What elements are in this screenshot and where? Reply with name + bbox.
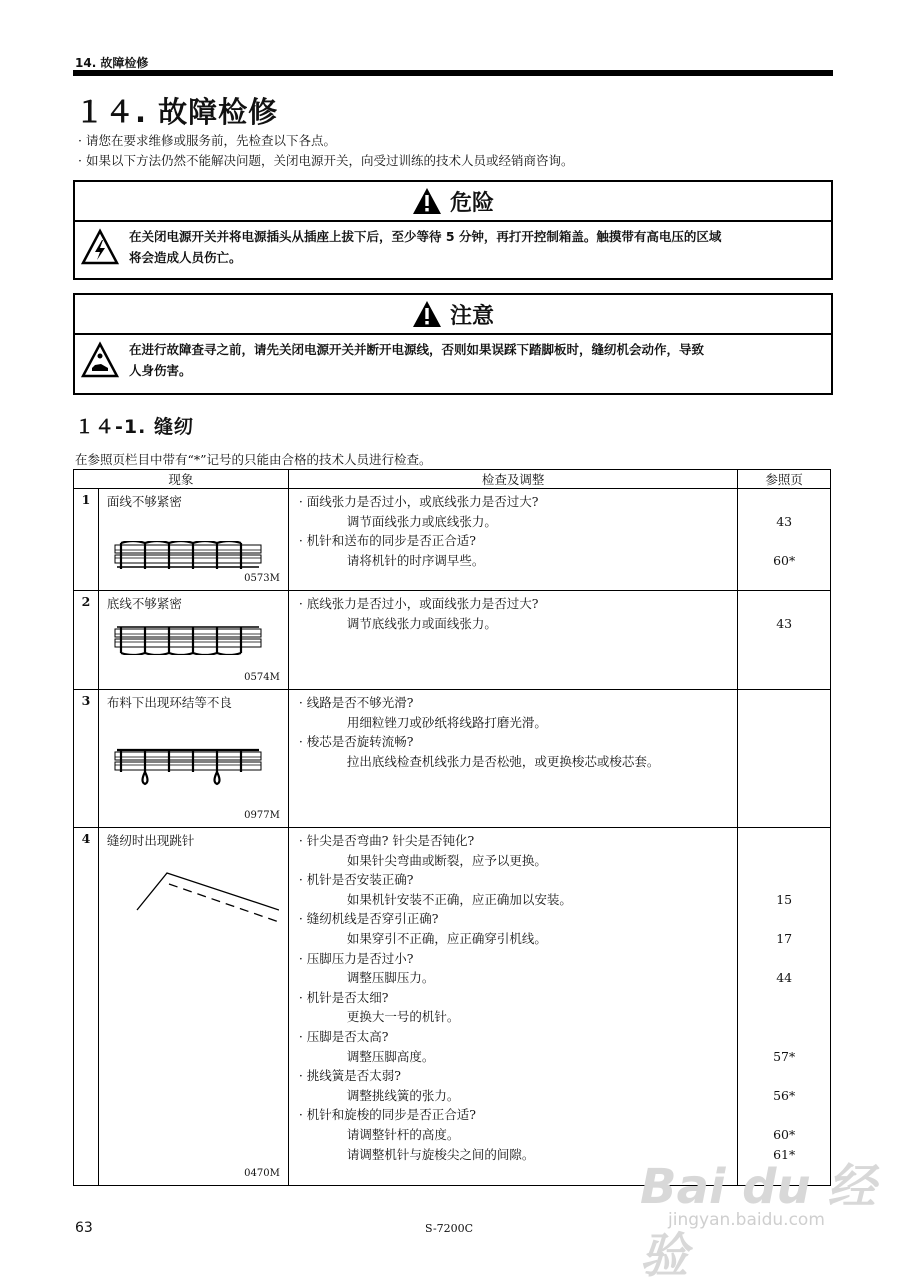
table-row — [74, 828, 831, 1186]
adjust-line: 更换大一号的机针。 — [346, 1009, 460, 1025]
row-number: 1 — [74, 489, 99, 591]
loop-stitch-diagram-icon — [109, 748, 269, 788]
reference-page — [738, 851, 830, 871]
check-line: · 挑线簧是否太弱? — [298, 1068, 401, 1084]
intro-bullet: · 请您在要求维修或服务前，先检查以下各点。 — [78, 133, 336, 148]
reference-page: 57* — [773, 1048, 796, 1064]
header-rule — [73, 70, 833, 76]
adjust-line: 请调整机针与旋梭尖之间的间隙。 — [346, 1146, 535, 1162]
adjust-line: 如果穿引不正确，应正确穿引机线。 — [346, 930, 547, 946]
reference-page — [738, 594, 830, 614]
phenomenon-label: 布料下出现环结等不良 — [106, 695, 232, 710]
check-line: · 面线张力是否过小，或底线张力是否过大? — [298, 494, 539, 509]
check-cell — [288, 489, 738, 591]
reference-page — [738, 492, 830, 512]
reference-page: 60* — [773, 552, 796, 568]
reference-page — [738, 1105, 830, 1125]
check-line: · 压脚是否太高? — [298, 1028, 389, 1044]
adjust-line: 调节面线张力或底线张力。 — [346, 513, 497, 529]
check-line: · 压脚压力是否过小? — [298, 950, 414, 966]
header-reference-page: 参照页 — [738, 470, 831, 489]
reference-cell — [738, 828, 831, 1186]
reference-cell — [738, 591, 831, 690]
header-phenomenon: 现象 — [74, 470, 289, 489]
page-number: 63 — [75, 1220, 93, 1236]
adjust-line: 如果针尖弯曲或断裂，应予以更换。 — [346, 852, 547, 868]
reference-page — [738, 531, 830, 551]
phenomenon-label: 缝纫时出现跳针 — [106, 833, 195, 848]
reference-page: 15 — [776, 891, 793, 907]
phenomenon-label: 底线不够紧密 — [106, 596, 182, 611]
table-row — [74, 690, 831, 828]
reference-page — [738, 949, 830, 969]
baidu-watermark-logo: Bai du 经验 — [640, 1159, 876, 1284]
model-number: S-7200C — [425, 1222, 474, 1235]
reference-page — [738, 1027, 830, 1047]
high-voltage-icon — [81, 228, 119, 266]
check-cell — [288, 690, 738, 828]
row-number: 2 — [74, 591, 99, 690]
reference-page — [738, 831, 830, 851]
check-cell — [288, 828, 738, 1186]
adjust-line: 调节底线张力或面线张力。 — [346, 615, 497, 631]
reference-page — [738, 1066, 830, 1086]
check-line: · 机针是否太细? — [298, 989, 389, 1005]
check-line: · 机针和送布的同步是否正合适? — [298, 533, 476, 549]
warning-triangle-icon — [412, 187, 442, 215]
adjust-line: 调整压脚压力。 — [346, 970, 435, 986]
troubleshooting-table — [73, 469, 831, 1186]
reference-page — [738, 909, 830, 929]
check-line: · 缝纫机线是否穿引正确? — [298, 911, 439, 927]
figure-code: 0977M — [244, 810, 280, 821]
phenomenon-cell — [98, 591, 288, 690]
caution-header — [75, 295, 831, 335]
reference-cell — [738, 489, 831, 591]
figure-code: 0574M — [244, 672, 280, 683]
caution-box — [73, 293, 833, 395]
reference-page — [738, 988, 830, 1008]
row-number: 4 — [74, 828, 99, 1186]
reference-page — [738, 870, 830, 890]
adjust-line: 如果机针安装不正确，应正确加以安装。 — [346, 891, 572, 907]
page-title: １４. 故障检修 — [75, 95, 279, 129]
danger-title: 危险 — [449, 190, 494, 216]
stitch-diagram-icon — [109, 541, 269, 571]
figure-code: 0470M — [244, 1168, 280, 1179]
header-check-adjust: 检查及调整 — [288, 470, 738, 489]
danger-text-line: 将会造成人员伤亡。 — [129, 250, 242, 265]
reference-page: 44 — [776, 970, 793, 986]
reference-page: 43 — [776, 513, 793, 529]
table-row — [74, 591, 831, 690]
adjust-line: 请调整针杆的高度。 — [346, 1126, 460, 1142]
phenomenon-cell — [98, 828, 288, 1186]
intro-bullet: · 如果以下方法仍然不能解决问题，关闭电源开关，向受过训练的技术人员或经销商咨询。 — [78, 153, 574, 168]
adjust-line: 拉出底线检查机线张力是否松弛，或更换梭芯或梭芯套。 — [346, 753, 660, 769]
reference-page: 56* — [773, 1087, 796, 1103]
reference-page: 43 — [776, 615, 793, 631]
stitch-diagram-icon — [109, 625, 269, 655]
check-line: · 底线张力是否过小，或面线张力是否过大? — [298, 596, 539, 611]
reference-cell — [738, 690, 831, 828]
check-cell — [288, 591, 738, 690]
reference-page: 61* — [773, 1146, 796, 1162]
check-line: · 线路是否不够光滑? — [298, 695, 414, 710]
phenomenon-cell — [98, 690, 288, 828]
check-line: · 针尖是否弯曲? 针尖是否钝化? — [298, 833, 475, 848]
watermark-url: jingyan.baidu.com — [668, 1210, 825, 1230]
table-note: 在参照页栏目中带有“*”记号的只能由合格的技术人员进行检查。 — [75, 452, 432, 467]
table-row — [74, 489, 831, 591]
phenomenon-cell — [98, 489, 288, 591]
phenomenon-label: 面线不够紧密 — [106, 494, 182, 509]
reference-page: 17 — [776, 930, 793, 946]
check-line: · 机针和旋梭的同步是否正合适? — [298, 1107, 476, 1123]
row-number: 3 — [74, 690, 99, 828]
adjust-line: 请将机针的时序调早些。 — [346, 552, 485, 568]
foot-pedal-hazard-icon — [81, 341, 119, 379]
reference-page — [738, 1007, 830, 1027]
skipped-stitch-diagram-icon — [109, 866, 279, 936]
adjust-line: 用细粒锉刀或砂纸将线路打磨光滑。 — [346, 714, 547, 730]
adjust-line: 调整压脚高度。 — [346, 1048, 435, 1064]
caution-text-line: 人身伤害。 — [129, 363, 192, 378]
figure-code: 0573M — [244, 573, 280, 584]
warning-triangle-icon — [412, 300, 442, 328]
caution-title: 注意 — [449, 303, 494, 329]
section-title: １４-1. 缝纫 — [75, 416, 194, 438]
caution-text-line: 在进行故障查寻之前，请先关闭电源开关并断开电源线，否则如果误踩下踏脚板时，缝纫机会动作，导致 — [129, 342, 705, 357]
running-title: 14. 故障检修 — [75, 56, 149, 70]
danger-text-line: 在关闭电源开关并将电源插头从插座上拔下后，至少等待 5 分钟，再打开控制箱盖。触摸带有高电压的区域 — [129, 229, 722, 244]
danger-box — [73, 180, 833, 280]
danger-header — [75, 182, 831, 222]
check-line: · 梭芯是否旋转流畅? — [298, 734, 414, 750]
check-line: · 机针是否安装正确? — [298, 872, 414, 888]
reference-page: 60* — [773, 1126, 796, 1142]
adjust-line: 调整挑线簧的张力。 — [346, 1087, 460, 1103]
